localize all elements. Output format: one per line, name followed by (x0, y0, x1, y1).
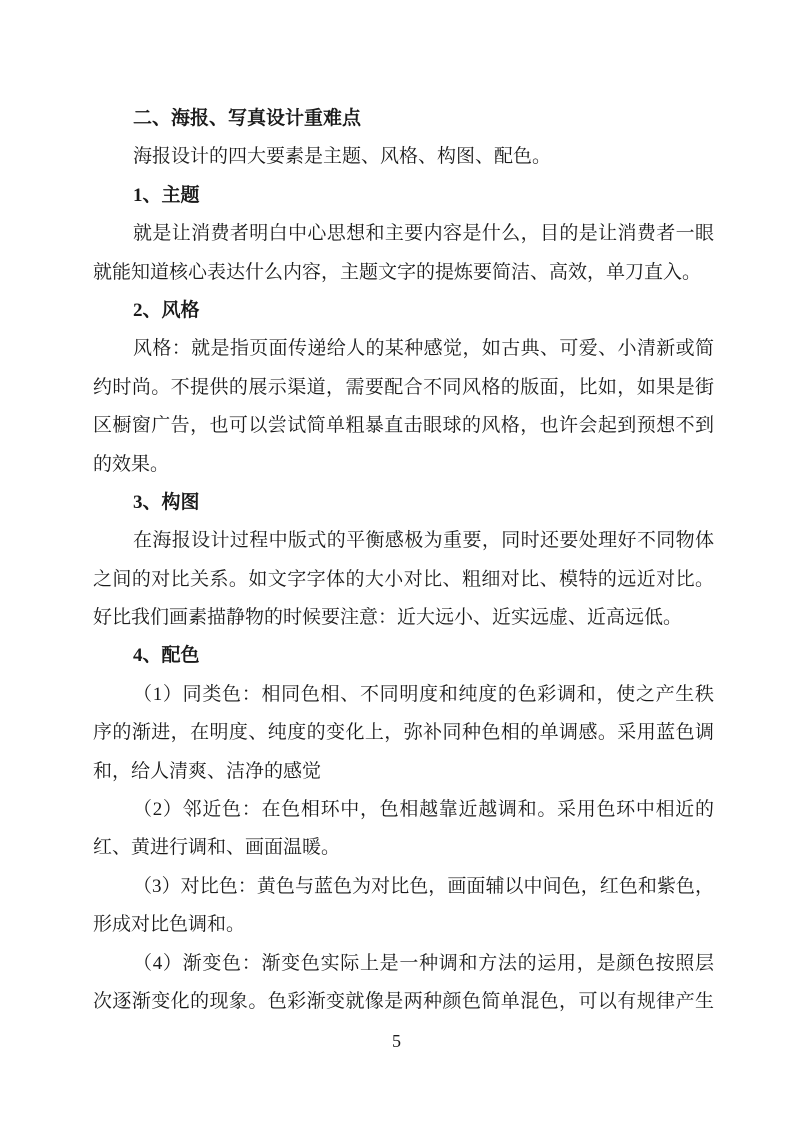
text-line: （2）邻近色：在色相环中，色相越靠近越调和。采用色环中相近的 (133, 799, 714, 821)
text-line: （3）对比色：黄色与蓝色为对比色，画面辅以中间色，红色和紫色， (133, 875, 714, 897)
text-line: 区橱窗广告，也可以尝试简单粗暴直击眼球的风格，也许会起到预想不到 (93, 415, 714, 437)
document-body (93, 100, 714, 1021)
text-line: 红、黄进行调和、画面温暖。 (93, 837, 341, 859)
text-line: 就是让消费者明白中心思想和主要内容是什么，目的是让消费者一眼 (133, 223, 714, 245)
heading-color-scheme: 4、配色 (133, 645, 200, 667)
text-line: 好比我们画素描静物的时候要注意：近大远小、近实远虚、近高远低。 (93, 607, 683, 629)
text-line: 的效果。 (93, 453, 170, 475)
text-line: （4）渐变色：渐变色实际上是一种调和方法的运用，是颜色按照层 (133, 952, 714, 974)
text-line: 在海报设计过程中版式的平衡感极为重要，同时还要处理好不同物体 (133, 530, 714, 552)
text-line: 约时尚。不提供的展示渠道，需要配合不同风格的版面，比如，如果是街 (93, 376, 714, 398)
heading-style: 2、风格 (133, 299, 200, 321)
page-number: 5 (392, 1031, 401, 1051)
text-line: 和，给人清爽、洁净的感觉 (93, 760, 322, 782)
heading-section-poster-design: 二、海报、写真设计重难点 (133, 108, 362, 129)
text-line: （1）同类色：相同色相、不同明度和纯度的色彩调和，使之产生秩 (133, 683, 714, 705)
text-line: 次逐渐变化的现象。色彩渐变就像是两种颜色简单混色，可以有规律产生 (93, 990, 714, 1012)
text-line: 风格：就是指页面传递给人的某种感觉，如古典、可爱、小清新或简 (133, 338, 714, 360)
text-line: 海报设计的四大要素是主题、风格、构图、配色。 (133, 146, 552, 168)
text-line: 就能知道核心表达什么内容，主题文字的提炼要简洁、高效，单刀直入。 (93, 261, 702, 283)
text-line: 之间的对比关系。如文字字体的大小对比、粗细对比、模特的远近对比。 (93, 568, 714, 590)
heading-composition: 3、构图 (133, 491, 200, 513)
text-line: 形成对比色调和。 (93, 914, 246, 936)
heading-theme: 1、主题 (133, 184, 200, 206)
text-line: 序的渐进，在明度、纯度的变化上，弥补同种色相的单调感。采用蓝色调 (93, 722, 714, 744)
